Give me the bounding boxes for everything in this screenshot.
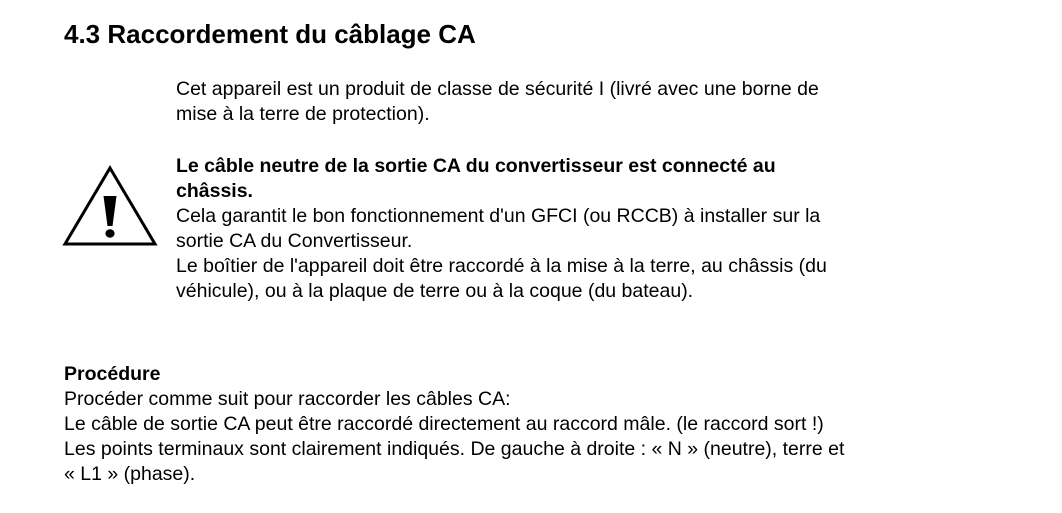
procedure-line-4: « L1 » (phase). bbox=[64, 463, 196, 485]
warning-line-4: sortie CA du Convertisseur. bbox=[176, 230, 413, 252]
warning-line-3: Cela garantit le bon fonctionnement d'un GFCI (ou RCCB) à installer sur la bbox=[176, 205, 821, 227]
intro-line-1: Cet appareil est un produit de classe de sécurité I (livré avec une borne de bbox=[176, 78, 819, 100]
warning-block bbox=[176, 154, 996, 304]
procedure-section bbox=[64, 362, 1024, 487]
procedure-line-1: Procéder comme suit pour raccorder les câbles CA: bbox=[64, 388, 511, 410]
procedure-line-3: Les points terminaux sont clairement indiqués. De gauche à droite : « N » (neutre), terre et bbox=[64, 438, 845, 460]
intro-line-2: mise à la terre de protection). bbox=[176, 103, 430, 125]
procedure-title: Procédure bbox=[64, 363, 161, 385]
procedure-line-2: Le câble de sortie CA peut être raccordé directement au raccord mâle. (le raccord sort !) bbox=[64, 413, 824, 435]
warning-bold-line-2: châssis. bbox=[176, 180, 253, 202]
section-heading: 4.3 Raccordement du câblage CA bbox=[64, 19, 476, 49]
warning-triangle-icon bbox=[62, 164, 158, 248]
warning-line-6: véhicule), ou à la plaque de terre ou à la coque (du bateau). bbox=[176, 280, 694, 302]
warning-bold-line-1: Le câble neutre de la sortie CA du convertisseur est connecté au bbox=[176, 155, 776, 177]
intro-paragraph bbox=[176, 77, 976, 127]
warning-line-5: Le boîtier de l'appareil doit être raccordé à la mise à la terre, au châssis (du bbox=[176, 255, 827, 277]
